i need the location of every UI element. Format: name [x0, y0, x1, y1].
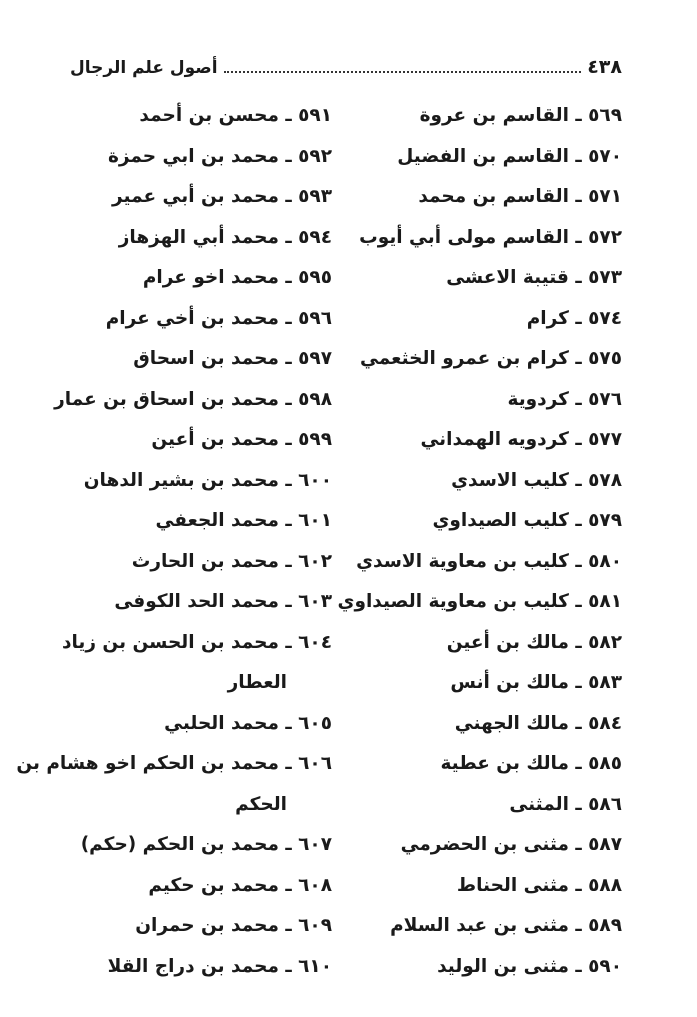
index-entry: ٦٠٦ ـ محمد بن الحكم اخو هشام بن [16, 753, 332, 774]
index-column-right [322, 96, 622, 987]
index-entry: ٦٠٧ ـ محمد بن الحكم (حكم) [80, 834, 332, 855]
index-entry: ٥٨٣ ـ مالك بن أنس [450, 672, 622, 693]
index-entry: ٥٨٦ ـ المثنى [509, 793, 622, 815]
index-entry: ٦٠٩ ـ محمد بن حمران [135, 915, 332, 936]
index-entry: ٥٧٩ ـ كليب الصيداوي [432, 510, 622, 531]
index-entry: ٥٨١ ـ كليب بن معاوية الصيداوي [337, 591, 622, 612]
index-entry: ٥٨٢ ـ مالك بن أعين [446, 631, 622, 653]
index-entry: ٥٨٤ ـ مالك الجهني [454, 712, 622, 734]
index-entry: ٥٩٣ ـ محمد بن أبي عمير [112, 186, 332, 207]
index-entry: ٥٩٩ ـ محمد بن أعين [151, 429, 332, 450]
index-entry-continuation: العطار [227, 672, 287, 693]
index-entry: ٥٦٩ ـ القاسم بن عروة [419, 105, 622, 126]
index-entry: ٥٧٦ ـ كردوية [507, 388, 622, 410]
index-entry: ٦٠٤ ـ محمد بن الحسن بن زياد [61, 631, 332, 653]
index-entry: ٥٧٨ ـ كليب الاسدي [451, 469, 622, 491]
page-number: ٤٣٨ [587, 56, 622, 78]
index-entry: ٥٨٥ ـ مالك بن عطية [440, 753, 622, 774]
index-entry: ٥٧٥ ـ كرام بن عمرو الخثعمي [360, 348, 622, 369]
index-entry: ٥٨٩ ـ مثنى بن عبد السلام [390, 915, 622, 936]
index-entry: ٦٠١ ـ محمد الجعفي [155, 510, 332, 531]
index-column-left [16, 96, 332, 987]
index-entry: ٥٧٠ ـ القاسم بن الفضيل [397, 145, 622, 167]
index-entry: ٥٩٧ ـ محمد بن اسحاق [133, 348, 332, 369]
index-entry: ٥٩٥ ـ محمد اخو عرام [142, 267, 332, 288]
index-entry: ٥٧٤ ـ كرام [526, 307, 622, 329]
index-entry: ٥٩٨ ـ محمد بن اسحاق بن عمار [54, 388, 332, 410]
index-entry: ٥٧٧ ـ كردويه الهمداني [420, 429, 622, 450]
running-title: أصول علم الرجال [70, 58, 218, 78]
index-entry: ٥٧٢ ـ القاسم مولى أبي أيوب [359, 226, 622, 248]
dotted-leader [224, 70, 582, 73]
index-entry: ٦١٠ ـ محمد بن دراج القلا [107, 955, 332, 977]
index-entry: ٦٠٣ ـ محمد الحد الكوفى [114, 591, 332, 612]
index-entry: ٥٨٨ ـ مثنى الحناط [456, 874, 622, 896]
index-entry: ٥٧١ ـ القاسم بن محمد [418, 186, 622, 207]
index-entry: ٥٧٣ ـ قتيبة الاعشى [446, 267, 622, 288]
index-entry: ٥٨٧ ـ مثنى بن الحضرمي [400, 834, 622, 855]
index-entry: ٥٩٦ ـ محمد بن أخي عرام [105, 307, 332, 329]
index-entry-continuation: الحكم [235, 793, 287, 815]
index-entry: ٥٩١ ـ محسن بن أحمد [139, 105, 332, 126]
page-header [70, 48, 622, 78]
index-entry: ٥٩٤ ـ محمد أبي الهزهاز [118, 226, 332, 248]
index-entry: ٦٠٠ ـ محمد بن بشير الدهان [83, 469, 332, 491]
index-entry: ٥٨٠ ـ كليب بن معاوية الاسدي [356, 550, 622, 572]
index-entry: ٦٠٨ ـ محمد بن حكيم [148, 874, 332, 896]
index-entry: ٥٩٢ ـ محمد بن ابي حمزة [107, 145, 332, 167]
index-entry: ٦٠٥ ـ محمد الحلبي [164, 712, 332, 734]
index-entry: ٦٠٢ ـ محمد بن الحارث [131, 550, 332, 572]
index-entry: ٥٩٠ ـ مثنى بن الوليد [437, 955, 622, 977]
